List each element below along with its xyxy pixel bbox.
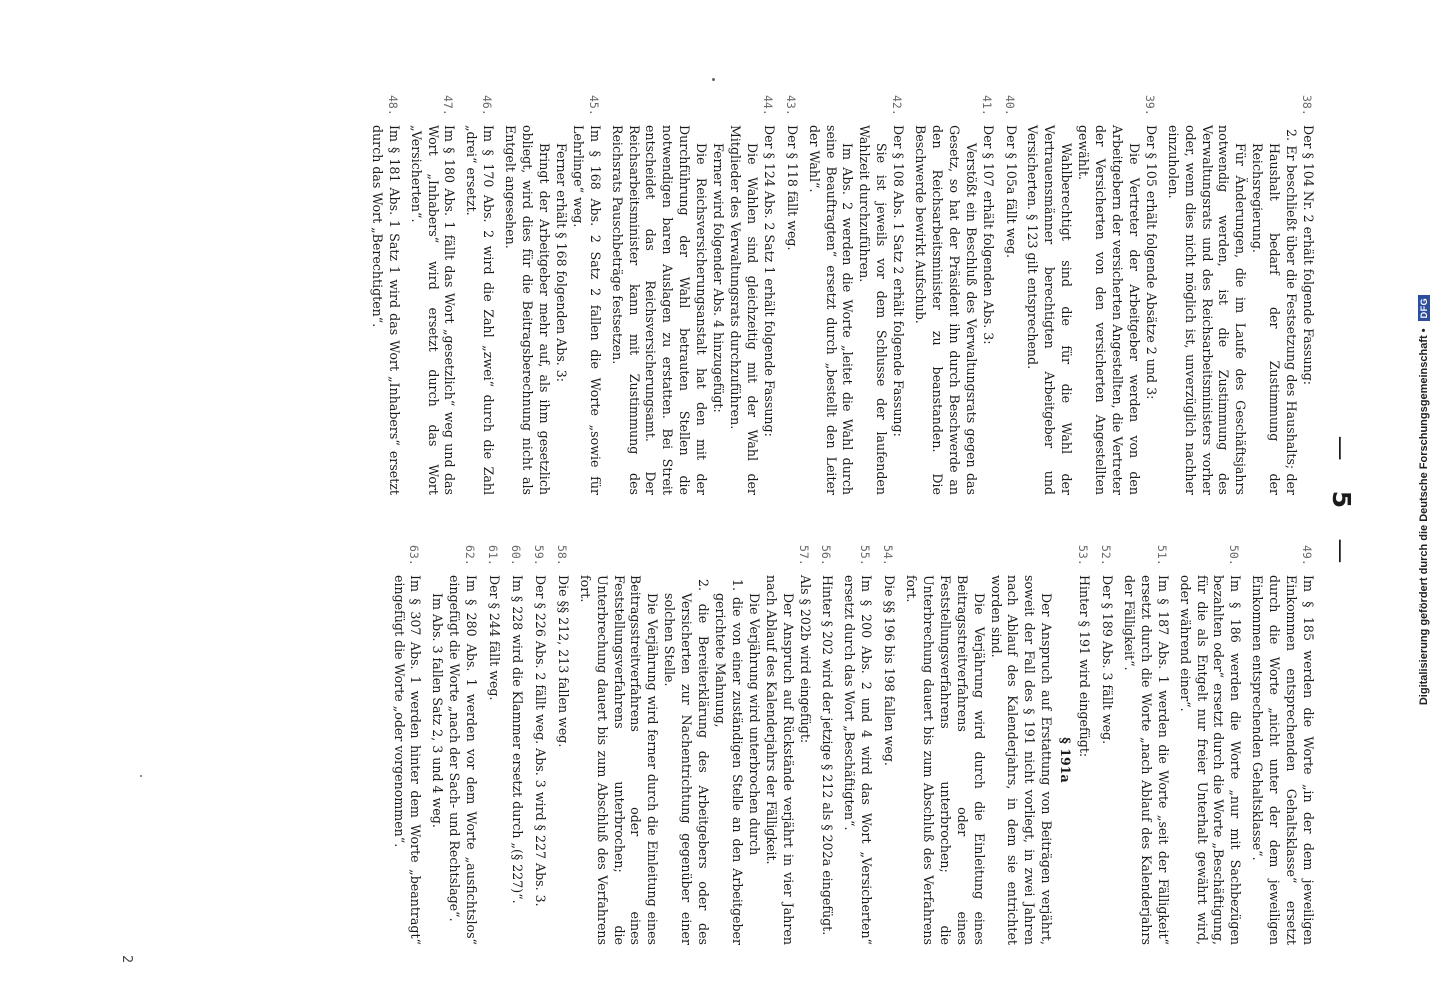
item-text: Der § 244 fällt weg.: [487, 575, 503, 701]
item-body: [1176, 575, 1244, 945]
item-text: Der § 124 Abs. 2 Satz 1 erhält folgende Fassung:: [761, 125, 777, 437]
item-number: 46.: [480, 95, 495, 116]
paragraph-item: [1024, 95, 1159, 495]
item-body: [429, 575, 480, 945]
item-text: Für Änderungen, die im Laufe des Geschäftsjahrs notwendig werden, ist die Zustimmung des Verwaltungsrats und des Reichsarbeitsministers vorher oder, wenn dies nicht möglich ist, unverzüglich nachher einzuholen.: [1165, 125, 1249, 495]
item-number: 49.: [1300, 545, 1314, 566]
item-number: 45.: [586, 95, 601, 116]
item-text: Hinter § 191 wird eingefügt:: [1077, 575, 1093, 758]
item-number: 57.: [796, 545, 811, 566]
item-text: Im § 168 Abs. 2 Satz 2 fallen die Worte „sowie für Lehrlinge“ weg.: [570, 125, 603, 495]
item-text: Der § 105 erhält folgende Absätze 2 und 3:: [1143, 125, 1159, 400]
item-text: Im Abs. 3 fallen Satz 2, 3 und 4 weg.: [430, 593, 446, 828]
item-text: Die §§ 196 bis 198 fallen weg.: [882, 575, 898, 766]
item-body: [507, 575, 525, 945]
paragraph-item: [530, 545, 548, 945]
paragraph-item: [818, 545, 836, 945]
item-text: Die Reichsversicherungsanstalt hat den mit der Durchführung der Wahl betrauten Stellen die notwendigen baren Auslagen zu erstatten. Bei Streit entscheidet das Reichsversicherungsamt. Der Reichsarbeitsminister kann mit Zustimmung des Reichsrats Pauschbeträge festsetzen.: [609, 125, 710, 495]
item-body: [1120, 575, 1171, 945]
item-text: Im § 180 Abs. 1 fällt das Wort „gesetzlich“ weg und das Wort „Inhabers“ wird ersetzt durch das Wort „Versicherten“.: [408, 125, 458, 495]
item-number: 58.: [554, 545, 569, 566]
paragraph-item: [1001, 95, 1019, 495]
item-number: 50.: [1227, 545, 1242, 566]
right-column: [126, 545, 1316, 945]
item-text: Der § 105a fällt weg.: [1003, 125, 1019, 259]
paragraph-item: [407, 95, 458, 495]
item-number: 38.: [1300, 95, 1314, 116]
item-number: 61.: [486, 545, 501, 566]
item-number: 55.: [858, 545, 873, 566]
dfg-logo: DFG: [1418, 295, 1430, 322]
page-marker: 2: [119, 955, 134, 964]
paragraph-item: [902, 545, 1092, 945]
item-text: Der § 108 Abs. 1 Satz 2 erhält folgende Fassung:: [891, 125, 907, 437]
digitization-credit-bar: [1398, 20, 1434, 980]
item-body: [576, 575, 813, 945]
left-column: [126, 95, 1316, 495]
item-text: Der § 189 Abs. 3 fällt weg.: [1100, 575, 1116, 745]
paragraph-item: [608, 95, 777, 495]
item-number: 42.: [890, 95, 905, 116]
item-text: Der Anspruch auf Erstattung von Beiträgen verjährt, soweit der Fall des § 191 nicht vorliegt, in zwei Jahren nach Ablauf des Kalenderjahrs, in dem sie entrichtet worden sind.: [988, 575, 1055, 945]
paragraph-item: [782, 95, 800, 495]
item-text: Im Abs. 2 werden die Worte „leitet die Wahl durch seine Beauftragten“ ersetzt durch „bestellt den Leiter der Wahl“.: [806, 125, 856, 495]
item-text: Sie ist jeweils vor dem Schlusse der laufenden Wahlzeit durchzuführen.: [857, 125, 890, 495]
item-number: 56.: [819, 545, 834, 566]
paragraph-item: [501, 95, 602, 495]
paragraph-item: [840, 545, 874, 945]
item-number: 41.: [979, 95, 994, 116]
item-number: 53.: [1076, 545, 1091, 566]
item-text: Hinter § 202 wird der jetzige § 212 als § 202a eingefügt.: [820, 575, 836, 936]
paragraph-item: [576, 545, 813, 945]
item-text: Im § 228 wird die Klammer ersetzt durch „(§ 227)“.: [510, 575, 526, 904]
item-body: [390, 575, 424, 945]
paragraph-item: [463, 95, 497, 495]
item-text: Bringt der Arbeitgeber mehr auf, als ihm gesetzlich obliegt, wird dies für die Beitragsberechnung nicht als Entgelt angesehen.: [503, 125, 553, 495]
item-text: § 191a: [1058, 737, 1074, 783]
item-text: Verstößt ein Beschluß des Verwaltungsrats gegen das Gesetz, so hat der Präsident ihn durch Beschwerde an den Reichsarbeitsminister zu beanstanden. Die Beschwerde bewirkt Aufschub.: [913, 125, 979, 495]
paragraph-item: [553, 545, 571, 945]
paragraph-item: [484, 545, 502, 945]
item-body: [530, 575, 548, 945]
paragraph-item: [805, 95, 906, 495]
item-text: Im § 280 Abs. 1 werden vor dem Worte „ausfichtslos“ eingefügt die Worte „nach der Sach- und Rechtslage“.: [447, 575, 480, 945]
item-text: Im § 181 Abs. 1 Satz 1 wird das Wort „Inhabers“ ersetzt durch das Wort „Berechtigten“.: [369, 125, 402, 495]
item-number: 43.: [783, 95, 798, 116]
item-text: Die Verjährung wird unterbrochen durch: [746, 593, 762, 856]
item-text: Im § 307 Abs. 1 werden hinter dem Worte „beantragt“ eingefügt die Worte „oder vorgenommen“.: [391, 575, 424, 945]
item-number: 59.: [531, 545, 546, 566]
item-number: 47.: [441, 95, 456, 116]
item-body: [840, 575, 874, 945]
item-number: 60.: [509, 545, 524, 566]
item-body: [501, 125, 602, 495]
item-number: 51.: [1154, 545, 1169, 566]
item-body: [553, 575, 571, 945]
item-number: 52.: [1099, 545, 1114, 566]
item-text: Der § 107 erhält folgenden Abs. 3:: [980, 125, 996, 345]
paragraph-item: [1176, 545, 1244, 945]
item-text: 2. Er beschließt über die Festsetzung des Haushalts; der Haushalt bedarf der Zustimmung der Reichsregierung.: [1250, 129, 1300, 495]
scan-speck: [712, 78, 715, 81]
item-body: [1024, 125, 1159, 495]
item-body: [902, 575, 1092, 945]
paragraph-item: [1248, 545, 1316, 945]
item-text: Der § 118 fällt weg.: [784, 125, 800, 251]
paragraph-item: [879, 545, 897, 945]
item-number: 63.: [407, 545, 422, 566]
page-number: 5: [1327, 490, 1356, 510]
item-text: Ferner wird folgender Abs. 4 hinzugefügt:: [711, 143, 727, 413]
item-number: 39.: [1142, 95, 1157, 116]
item-body: [1248, 575, 1316, 945]
paragraph-item: [911, 95, 996, 495]
item-text: Als § 202b wird eingefügt:: [797, 575, 813, 744]
item-number: 62.: [463, 545, 478, 566]
item-body: [368, 125, 402, 495]
paragraph-item: [1164, 95, 1316, 495]
item-body: [805, 125, 906, 495]
paragraph-item: [368, 95, 402, 495]
item-body: [911, 125, 996, 495]
paragraph-item: [1097, 545, 1115, 945]
page-header: [1327, 0, 1356, 1000]
scan-speck: [140, 775, 142, 777]
item-text: Die Verjährung wird durch die Einleitung eines Beitragsstreitverfahrens oder eines Feststellungsverfahrens unterbrochen; die Unterbrechung dauert bis zum Abschluß des Verfahrens fort.: [904, 575, 987, 945]
item-text: 1. die von einer zuständigen Stelle an den Arbeitgeber gerichtete Mahnung,: [713, 579, 745, 945]
item-number: 48.: [385, 95, 400, 116]
item-number: 40.: [1002, 95, 1017, 116]
item-text: Im § 170 Abs. 2 wird die Zahl „zwei“ durch die Zahl „drei“ ersetzt.: [464, 125, 497, 495]
item-text: Im § 186 werden die Worte „nur mit Sachbezügen bezahlten oder“ ersetzt durch die Worte „Beschäftigung, für die als Entgelt nur freier Unterhalt gewährt wird, oder während einer“.: [1177, 575, 1244, 945]
paragraph-item: [429, 545, 480, 945]
paragraph-item: [1120, 545, 1171, 945]
item-text: Die Vertreter der Arbeitgeber werden von den Arbeitgebern der versicherten Angestellten, die Vertreter der Versicherten von den versicherten Angestellten gewählt.: [1076, 125, 1142, 495]
item-text: Wahlberechtigt sind die für die Wahl der Vertrauensmänner berechtigten Arbeitgeber und Versicherten. § 123 gilt entsprechend.: [1025, 125, 1075, 495]
header-dash-right: —: [1327, 538, 1356, 565]
item-text: Im § 185 werden die Worte „in der dem jeweiligen Einkommen entsprechenden Gehaltsklasse“ ersetzt durch die Worte „nicht unter der dem jeweiligen Einkommen entsprechenden Gehaltsklasse“.: [1250, 575, 1316, 945]
item-text: Die §§ 212, 213 fallen weg.: [555, 575, 571, 748]
item-body: [463, 125, 497, 495]
digitization-credit: Digitalisierung gefördert durch die Deutsche Forschungsgemeinschaft •: [1418, 328, 1430, 706]
item-body: [1001, 125, 1019, 495]
item-body: [1097, 575, 1115, 945]
header-dash-left: —: [1327, 435, 1356, 462]
item-body: [879, 575, 897, 945]
item-text: Ferner erhält § 168 folgenden Abs. 3:: [553, 143, 569, 383]
item-body: [1164, 125, 1316, 495]
paragraph-item: [507, 545, 525, 945]
paragraph-item: [390, 545, 424, 945]
item-number: 54.: [881, 545, 896, 566]
item-text: Die Wahlen sind gleichzeitig mit der Wahl der Mitglieder des Verwaltungsrats durchzuführen.: [728, 125, 760, 495]
item-body: [407, 125, 458, 495]
item-text: Die Verjährung wird ferner durch die Einleitung eines Beitragsstreitverfahrens oder eines Feststellungsverfahrens unterbrochen; die Unterbrechung dauert bis zum Abschluß des Verfahrens fort.: [577, 575, 661, 945]
item-body: [608, 125, 777, 495]
item-body: [818, 575, 836, 945]
item-body: [782, 125, 800, 495]
item-text: 2. die Bereiterklärung des Arbeitgebers oder des Versicherten zur Nachentrichtung gegenüber einer solchen Stelle.: [662, 579, 712, 945]
item-text: Der § 226 Abs. 2 fällt weg. Abs. 3 wird § 227 Abs. 3.: [532, 575, 548, 907]
item-text: Im § 187 Abs. 1 werden die Worte „seit der Fälligkeit“ ersetzt durch die Worte „nach Ablauf des Kalenderjahrs der Fälligkeit“.: [1121, 575, 1171, 945]
item-number: 44.: [760, 95, 775, 116]
item-text: Der Anspruch auf Rückstände verjährt in vier Jahren nach Ablauf des Kalenderjahrs der Fälligkeit.: [763, 575, 796, 945]
item-text: Im § 200 Abs. 2 und 4 wird das Wort „Versicherten“ ersetzt durch das Wort „Beschäftigten“.: [842, 575, 875, 945]
item-text: Der § 104 Nr. 2 erhält folgende Fassung:: [1301, 125, 1316, 386]
item-body: [484, 575, 502, 945]
